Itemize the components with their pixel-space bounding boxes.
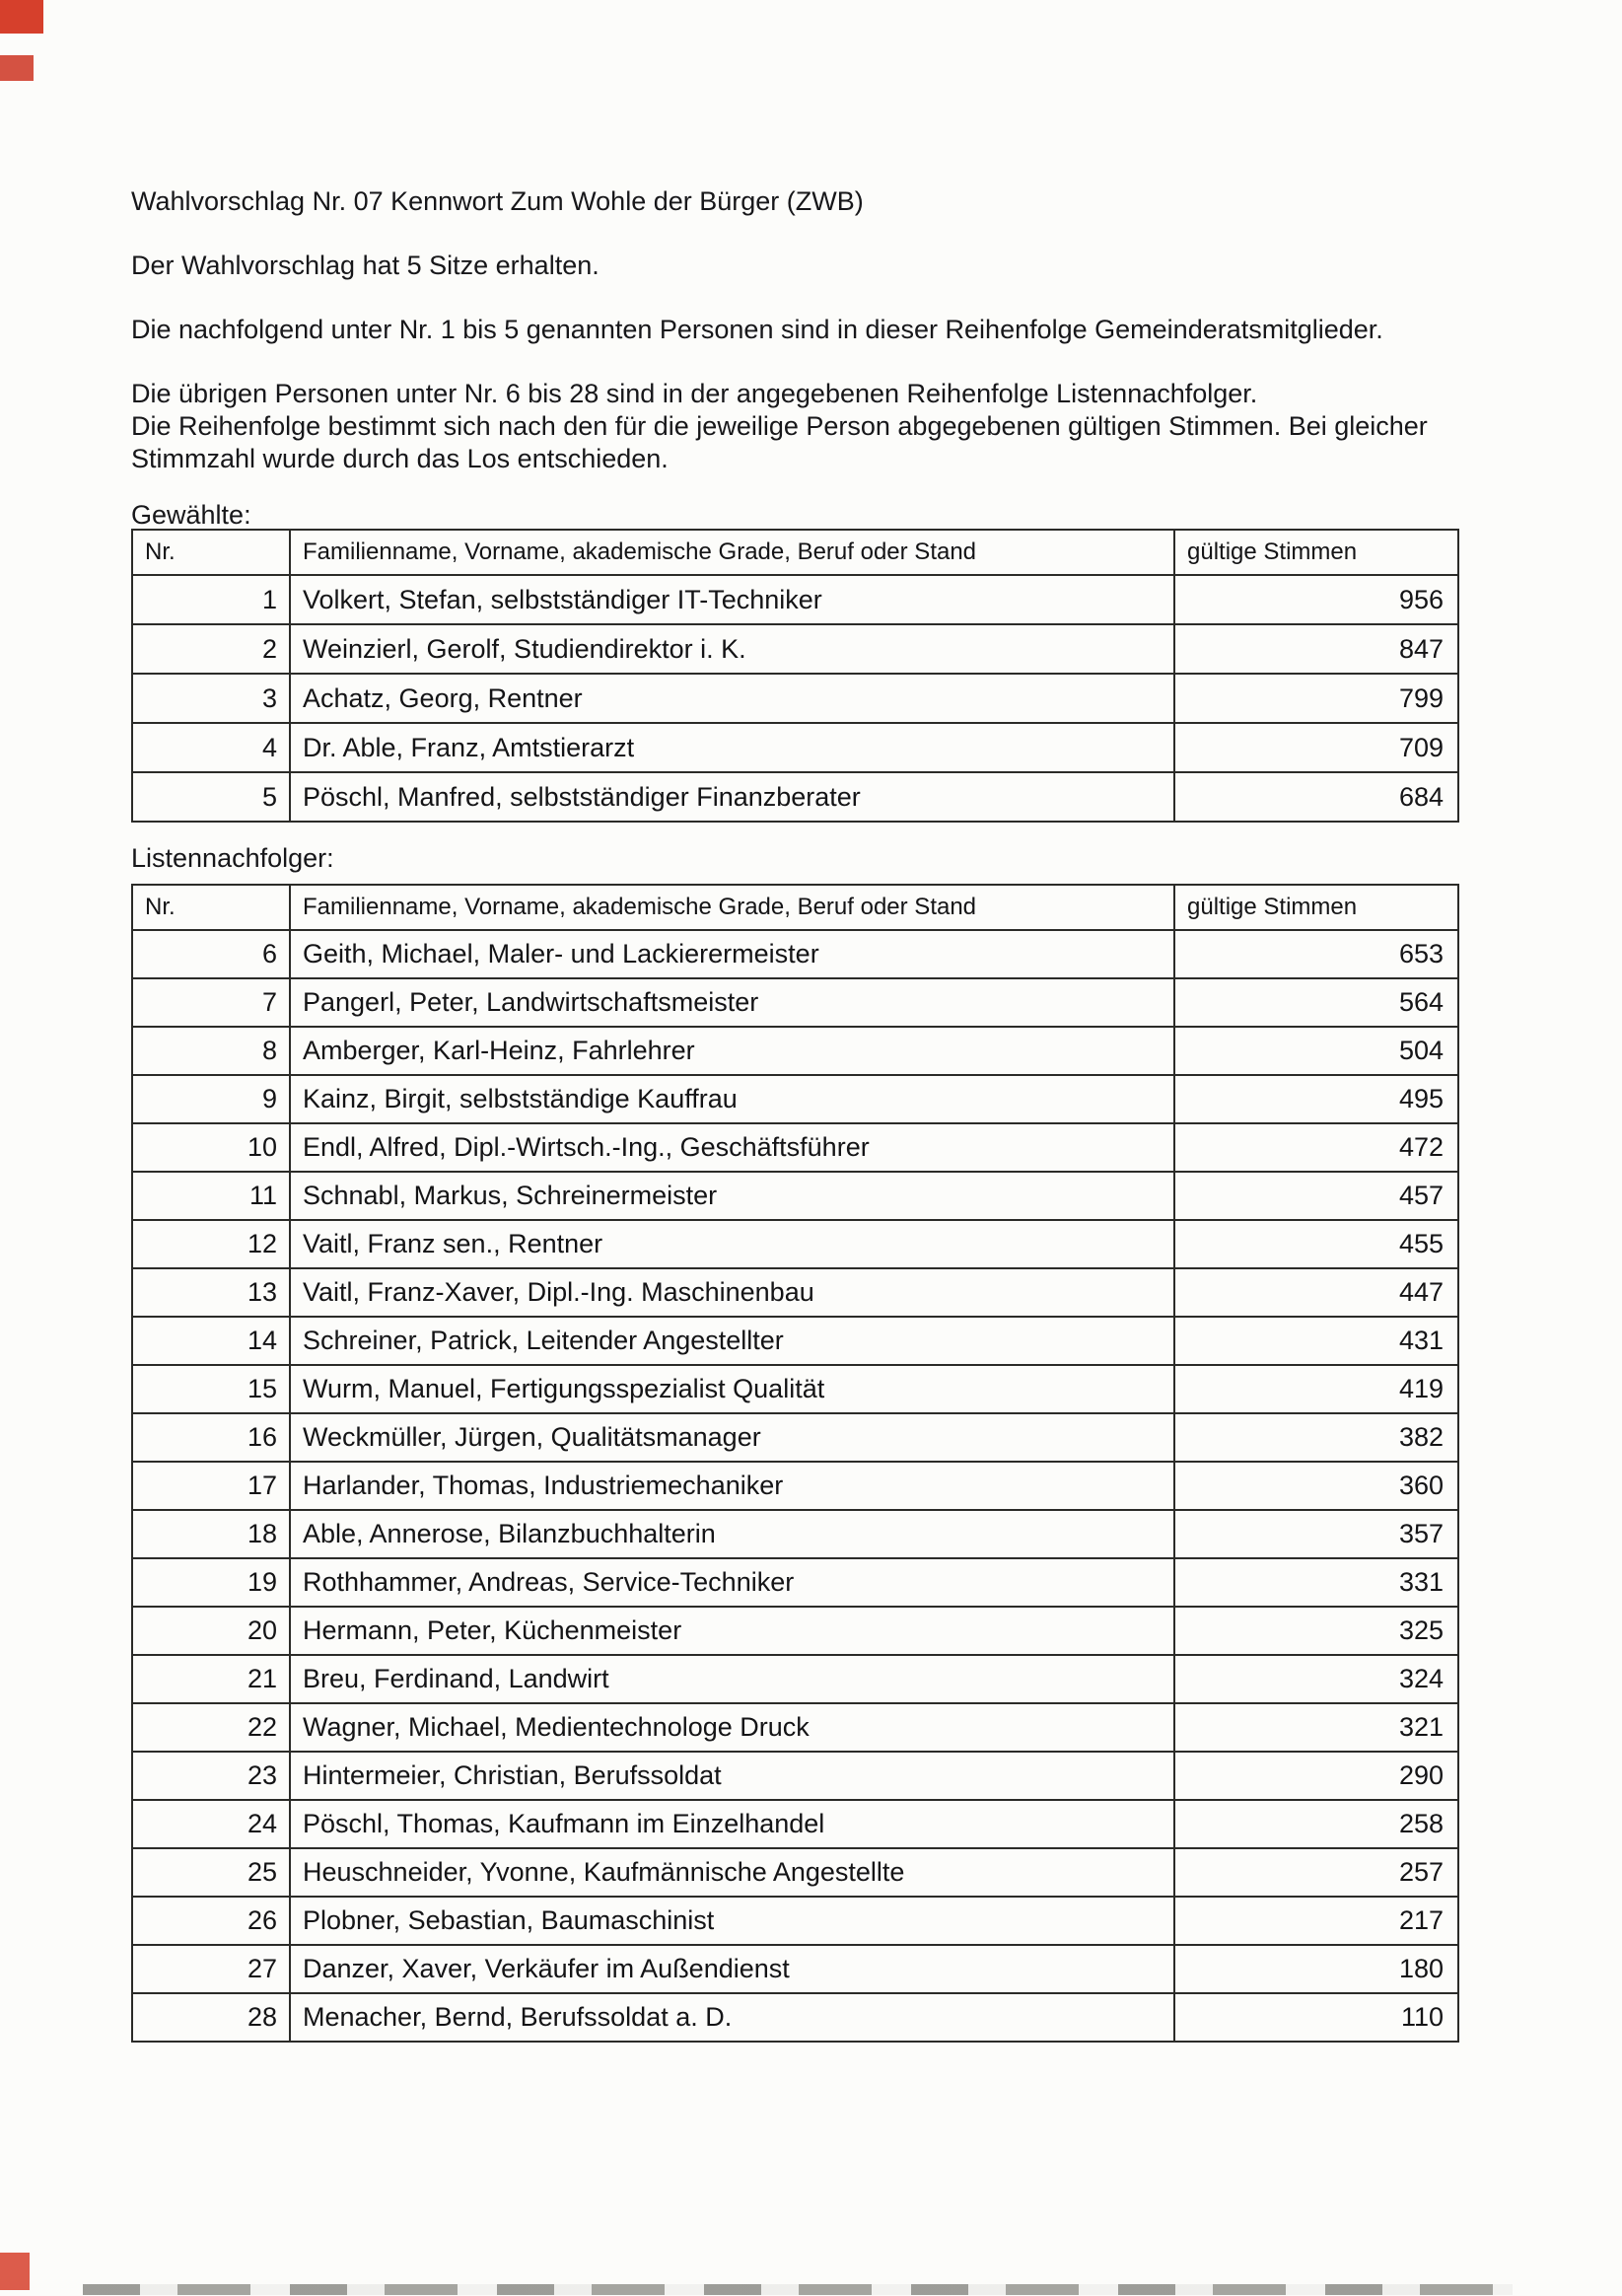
cell-votes: 382	[1174, 1413, 1458, 1462]
table-row	[132, 1172, 1458, 1220]
cell-nr: 2	[132, 624, 290, 674]
page-title: Wahlvorschlag Nr. 07 Kennwort Zum Wohle der Bürger (ZWB)	[131, 186, 864, 216]
cell-nr: 10	[132, 1123, 290, 1172]
cell-name: Weckmüller, Jürgen, Qualitätsmanager	[290, 1413, 1174, 1462]
cell-votes: 258	[1174, 1800, 1458, 1848]
cell-name: Achatz, Georg, Rentner	[290, 674, 1174, 723]
cell-name: Pöschl, Thomas, Kaufmann im Einzelhandel	[290, 1800, 1174, 1848]
cell-nr: 18	[132, 1510, 290, 1558]
cell-votes: 357	[1174, 1510, 1458, 1558]
cell-nr: 23	[132, 1752, 290, 1800]
cell-name: Pangerl, Peter, Landwirtschaftsmeister	[290, 978, 1174, 1027]
cell-name: Weinzierl, Gerolf, Studiendirektor i. K.	[290, 624, 1174, 674]
column-header-name: Familienname, Vorname, akademische Grade, Beruf oder Stand	[290, 885, 1174, 930]
table-row	[132, 978, 1458, 1027]
listennachfolger-label: Listennachfolger:	[131, 843, 334, 873]
gewaehlte-label: Gewählte:	[131, 500, 251, 530]
cell-name: Geith, Michael, Maler- und Lackierermeister	[290, 930, 1174, 978]
cell-name: Vaitl, Franz sen., Rentner	[290, 1220, 1174, 1268]
scan-artifact-bottom-edge	[83, 2284, 1513, 2295]
cell-name: Danzer, Xaver, Verkäufer im Außendienst	[290, 1945, 1174, 1993]
scan-artifact-red-mark-bottom	[0, 2253, 30, 2290]
cell-name: Hermann, Peter, Küchenmeister	[290, 1607, 1174, 1655]
cell-name: Wurm, Manuel, Fertigungsspezialist Qualität	[290, 1365, 1174, 1413]
cell-nr: 8	[132, 1027, 290, 1075]
table-row	[132, 1558, 1458, 1607]
table-row	[132, 930, 1458, 978]
cell-votes: 180	[1174, 1945, 1458, 1993]
cell-nr: 25	[132, 1848, 290, 1897]
cell-name: Dr. Able, Franz, Amtstierarzt	[290, 723, 1174, 772]
cell-name: Plobner, Sebastian, Baumaschinist	[290, 1897, 1174, 1945]
table-row	[132, 1317, 1458, 1365]
table-row	[132, 723, 1458, 772]
cell-name: Schreiner, Patrick, Leitender Angestellter	[290, 1317, 1174, 1365]
cell-name: Pöschl, Manfred, selbstständiger Finanzberater	[290, 772, 1174, 822]
cell-votes: 325	[1174, 1607, 1458, 1655]
table-row	[132, 1220, 1458, 1268]
table-row	[132, 1655, 1458, 1703]
elected-statement: Die nachfolgend unter Nr. 1 bis 5 genannten Personen sind in dieser Reihenfolge Gemeinderatsmitglieder.	[131, 315, 1383, 344]
table-row	[132, 1365, 1458, 1413]
cell-name: Schnabl, Markus, Schreinermeister	[290, 1172, 1174, 1220]
cell-nr: 7	[132, 978, 290, 1027]
table-row	[132, 674, 1458, 723]
table-row	[132, 1510, 1458, 1558]
cell-nr: 13	[132, 1268, 290, 1317]
cell-name: Breu, Ferdinand, Landwirt	[290, 1655, 1174, 1703]
cell-name: Heuschneider, Yvonne, Kaufmännische Angestellte	[290, 1848, 1174, 1897]
cell-votes: 331	[1174, 1558, 1458, 1607]
cell-votes: 360	[1174, 1462, 1458, 1510]
table-header-row	[132, 530, 1458, 575]
cell-nr: 6	[132, 930, 290, 978]
cell-votes: 847	[1174, 624, 1458, 674]
cell-votes: 290	[1174, 1752, 1458, 1800]
cell-votes: 447	[1174, 1268, 1458, 1317]
scan-artifact-red-mark-top	[0, 0, 43, 34]
table-row	[132, 1848, 1458, 1897]
successors-statement-2: Die Reihenfolge bestimmt sich nach den für die jeweilige Person abgegebenen gültigen Stimmen. Bei gleicher	[131, 411, 1428, 441]
cell-nr: 21	[132, 1655, 290, 1703]
cell-name: Kainz, Birgit, selbstständige Kauffrau	[290, 1075, 1174, 1123]
table-row	[132, 1993, 1458, 2042]
successors-statement-1: Die übrigen Personen unter Nr. 6 bis 28 sind in der angegebenen Reihenfolge Listennachfolger.	[131, 379, 1258, 408]
cell-nr: 5	[132, 772, 290, 822]
cell-votes: 495	[1174, 1075, 1458, 1123]
cell-votes: 564	[1174, 978, 1458, 1027]
cell-votes: 431	[1174, 1317, 1458, 1365]
cell-nr: 22	[132, 1703, 290, 1752]
cell-nr: 9	[132, 1075, 290, 1123]
table-row	[132, 1268, 1458, 1317]
cell-nr: 3	[132, 674, 290, 723]
cell-nr: 11	[132, 1172, 290, 1220]
cell-votes: 419	[1174, 1365, 1458, 1413]
table-row	[132, 1800, 1458, 1848]
scan-artifact-red-mark-upper	[0, 55, 34, 81]
table-header-row	[132, 885, 1458, 930]
seats-statement: Der Wahlvorschlag hat 5 Sitze erhalten.	[131, 251, 599, 280]
cell-nr: 27	[132, 1945, 290, 1993]
cell-nr: 20	[132, 1607, 290, 1655]
table-row	[132, 575, 1458, 624]
cell-votes: 257	[1174, 1848, 1458, 1897]
table-row	[132, 1897, 1458, 1945]
cell-nr: 15	[132, 1365, 290, 1413]
cell-nr: 14	[132, 1317, 290, 1365]
table-row	[132, 624, 1458, 674]
cell-name: Amberger, Karl-Heinz, Fahrlehrer	[290, 1027, 1174, 1075]
column-header-nr: Nr.	[132, 530, 290, 575]
cell-votes: 110	[1174, 1993, 1458, 2042]
cell-name: Endl, Alfred, Dipl.-Wirtsch.-Ing., Geschäftsführer	[290, 1123, 1174, 1172]
cell-votes: 217	[1174, 1897, 1458, 1945]
table-row	[132, 1027, 1458, 1075]
table-row	[132, 1413, 1458, 1462]
table-row	[132, 1462, 1458, 1510]
cell-nr: 1	[132, 575, 290, 624]
cell-votes: 472	[1174, 1123, 1458, 1172]
cell-votes: 504	[1174, 1027, 1458, 1075]
cell-nr: 19	[132, 1558, 290, 1607]
gewaehlte-table	[131, 529, 1459, 823]
column-header-name: Familienname, Vorname, akademische Grade, Beruf oder Stand	[290, 530, 1174, 575]
cell-votes: 653	[1174, 930, 1458, 978]
cell-votes: 709	[1174, 723, 1458, 772]
cell-votes: 684	[1174, 772, 1458, 822]
cell-name: Able, Annerose, Bilanzbuchhalterin	[290, 1510, 1174, 1558]
cell-votes: 324	[1174, 1655, 1458, 1703]
cell-name: Volkert, Stefan, selbstständiger IT-Techniker	[290, 575, 1174, 624]
table-row	[132, 1123, 1458, 1172]
cell-name: Harlander, Thomas, Industriemechaniker	[290, 1462, 1174, 1510]
table-row	[132, 1607, 1458, 1655]
table-row	[132, 1752, 1458, 1800]
cell-votes: 321	[1174, 1703, 1458, 1752]
cell-nr: 28	[132, 1993, 290, 2042]
successors-statement-3: Stimmzahl wurde durch das Los entschieden.	[131, 444, 669, 473]
cell-votes: 457	[1174, 1172, 1458, 1220]
column-header-votes: gültige Stimmen	[1174, 530, 1458, 575]
cell-nr: 26	[132, 1897, 290, 1945]
cell-name: Vaitl, Franz-Xaver, Dipl.-Ing. Maschinenbau	[290, 1268, 1174, 1317]
cell-nr: 4	[132, 723, 290, 772]
cell-name: Hintermeier, Christian, Berufssoldat	[290, 1752, 1174, 1800]
table-row	[132, 772, 1458, 822]
column-header-nr: Nr.	[132, 885, 290, 930]
table-row	[132, 1075, 1458, 1123]
cell-name: Rothhammer, Andreas, Service-Techniker	[290, 1558, 1174, 1607]
cell-votes: 455	[1174, 1220, 1458, 1268]
cell-nr: 12	[132, 1220, 290, 1268]
table-row	[132, 1945, 1458, 1993]
listennachfolger-table	[131, 884, 1459, 2043]
cell-nr: 17	[132, 1462, 290, 1510]
cell-name: Wagner, Michael, Medientechnologe Druck	[290, 1703, 1174, 1752]
table-row	[132, 1703, 1458, 1752]
cell-votes: 956	[1174, 575, 1458, 624]
cell-name: Menacher, Bernd, Berufssoldat a. D.	[290, 1993, 1174, 2042]
column-header-votes: gültige Stimmen	[1174, 885, 1458, 930]
cell-nr: 24	[132, 1800, 290, 1848]
cell-votes: 799	[1174, 674, 1458, 723]
cell-nr: 16	[132, 1413, 290, 1462]
